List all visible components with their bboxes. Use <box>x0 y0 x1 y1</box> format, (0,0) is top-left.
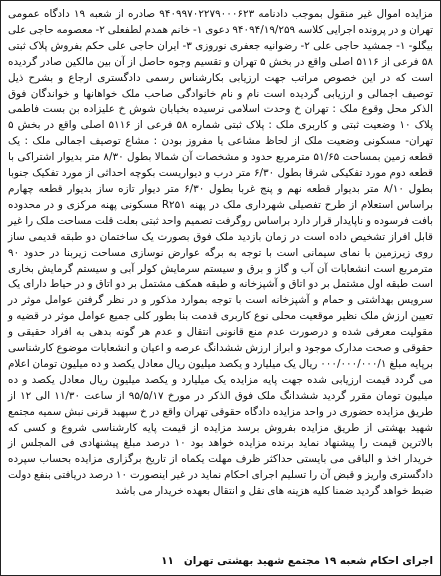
notice-body-text: مزایده اموال غیر منقول بموجب دادنامه ۹۴۰۹۹۷۰۲۲۷۹۰۰۰۶۲۳ صادره از شعبه ۱۹ دادگاه عمومی تهران و در پرونده اجرایی کلاسه ۹۴۰۹۴/۱۹/۲۵۹ دعوی ۱- خانم همدم لطفعلی ۲- معصومه حاجی علی بیگلو- ۱- جمشید حاجی علی ۲- رضوانیه جعفری نوروزی ۳- ایران حاجی علی حکم بفروش پلاک ثبتی ۵۸ فرعی از ۵۱۱۶ اصلی واقع در بخش ۵ تهران و تقسیم وجوه حاصل از آن بین مالکین صادر گردیده است که در این خصوص مراتب جهت ارزیابی بکارشناس رسمی دادگستری ارجاع و بشرح ذیل توصیف اجمالی و ارزیابی گردیده است نام و نام خانوادگی صاحب ملک خواهانها و خواندگان فوق الذکر محل وقوع ملک : تهران خ وحدت اسلامی نرسیده بخیابان شوش خ علیزاده بن بست فاطمی پلاک ۱۰ وضعیت ثبتی و کاربری ملک : پلاک ثبتی شماره ۵۸ فرعی از ۵۱۱۶ اصلی واقع در بخش ۵ تهران- مسکونی وضعیت ملک از لحاظ مشاعی یا مفروز بودن : مشاع توصیف اجمالی ملک : یک قطعه زمین بمساحت ۵۱/۶۵ مترمربع حدود و مشخصات آن شمالا بطول ۸/۳۰ متر بدیوار اشتراکی با قطعه دوم مورد تفکیکی شرقا بطول ۶/۳۰ متر درب و دیواریست بکوچه احداثی از مورد تفکیک جنوبا بطول ۸/۱۰ متر بدیوار قطعه نهم و پنج غربا بطول ۶/۳۰ متر دیوار تازه ساز بدیوار قطعه چهارم براساس استعلام از طرح تفصیلی شهرداری ملک در پهنه R۲۵۱ مسکونی پهنه مرکزی و در محدوده بافت فرسوده و ناپایدار قرار دارد براساس روگرفت تصمیم واحد ثبتی بعلت قلت مساحت ملک را غیر قابل افراز تشخیص داده است در زمان بازدید ملک فوق بصورت یک ساختمان دو طبقه قدیمی ساز روی زیرزمین با نمای سیمانی است با توجه به برگه عوارض نوسازی مساحت زیربنا در حدود ۹۰ مترمربع است انشعابات آن آب و گاز و برق و سیستم سرمایش کولر آبی و سیستم گرمایش بخاری است طبقه اول مشتمل بر دو اتاق و آشپزخانه و طبقه همکف مشتمل بر دو اتاق و در حیاط دارای یک سرویس بهداشتی و حمام و آشپزخانه است با توجه بموارد مذکور و در نظر گرفتن عوامل موثر در تعیین ارزش ملک نظیر موقعیت محلی نوع کاربری قدمت بنا بطور کلی جمیع عوامل موثر در قضیه و مقولیت معرفی شده و درصورت عدم منع قانونی انتقال و عدم هر گونه بدهی به افراد حقیقی و حقوقی و صحت مدارک موجود و ابراز ارزش ششدانگ عرصه و اعیان و انشعابات موضوع کارشناسی برپایه مبلغ ۰۰۰/۰۰۰/۰۰۰/۱ ریال یک میلیارد و یکصد میلیون ریال معادل یکصد و ده میلیون تومان اعلام می گردد قیمت ارزیابی شده جهت پایه مزایده یک میلیارد و یکصد میلیون ریال معادل یکصد و ده میلیون تومان مقرر گردید ششدانگ ملک فوق الذکر در مورخ ۹۵/۵/۱۷ از ساعت ۱۱/۳۰ الی ۱۲ از طریق مزایده حضوری در واحد مزایده دادگاه حقوقی تهران واقع در خ سپهبد قرنی نبش سمیه مجتمع شهید بهشتی از طریق مزایده بفروش برسد مزایده از قیمت پایه کارشناسی شروع و کسی که بالاترین قیمت را پیشنهاد نماید برنده مزایده خواهد بود ۱۰ درصد مبلغ پیشنهادی فی المجلس از خریدار اخذ و الباقی می بایستی حداکثر ظرف مهلت یکماه از تاریخ برگزاری مزایده بحساب سپرده دادگستری واریز و قبض آن را تسلیم اجرای احکام نماید در غیر اینصورت ۱۰ درصد دریافتی بنفع دولت ضبط خواهد گردید ضمنا کلیه هزینه های نقل و انتقال بعهده خریدار می باشد <box>8 8 434 498</box>
notice-signature: اجرای احکام شعبه ۱۹ مجتمع شهید بهشتی تهران <box>183 555 433 567</box>
notice-footer <box>8 553 433 569</box>
notice-code: ۱۱ <box>161 555 174 567</box>
